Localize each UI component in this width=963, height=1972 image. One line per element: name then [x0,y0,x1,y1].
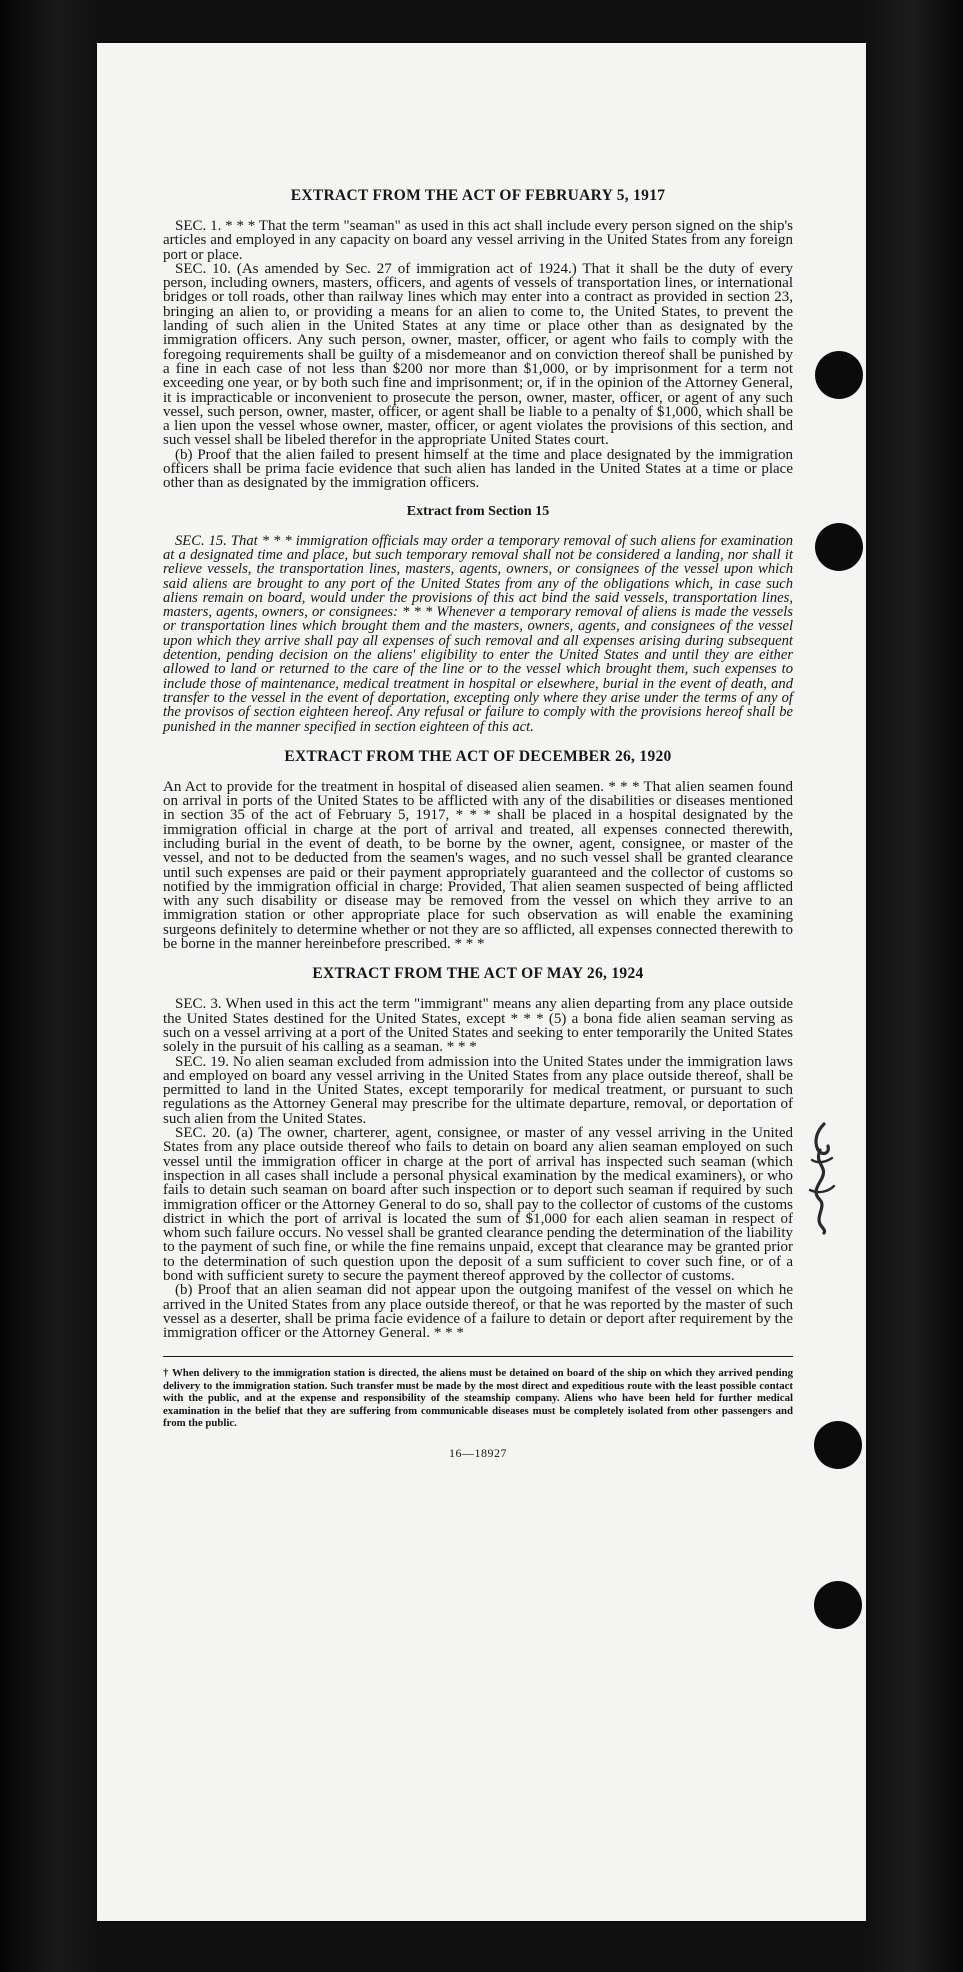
paragraph-sec-19: SEC. 19. No alien seaman excluded from admission into the United States under the immigration laws and employed on board any vessel arriving in the United States from any place outside thereof, shall be permitted to land in the United States, except temporarily for medical treatment, or pursuant to such regulations as the Attorney General may prescribe for the ultimate departure, removal, or deportation of such alien from the United States. [163,1053,793,1127]
punch-hole [815,523,863,571]
document-text [163,187,793,1461]
document-page [97,43,866,1921]
footnote: † When delivery to the immigration station is directed, the aliens must be detained on board of the ship on which they arrived pending delivery to the immigration station. Such transfer must be made by the most direct and expeditious route with the least possible contact with the public, and at the expense and responsibility of the steamship company. Aliens who have been held for further medical examination in the belief that they are suffering from communicable diseases must be completely isolated from other passengers and from the public. [163,1367,793,1430]
paragraph-sec-20-b: (b) Proof that an alien seaman did not appear upon the outgoing manifest of the vessel on which he arrived in the United States from any place outside thereof, or that he was reported by the master of such vessel as a deserter, shall be prima facie evidence of a failure to detain or deport after requirement by the immigration officer or the Attorney General. * * * [163,1282,793,1342]
punch-hole [814,1421,862,1469]
punch-hole [814,1581,862,1629]
paragraph-sec-10: SEC. 10. (As amended by Sec. 27 of immigration act of 1924.) That it shall be the duty of every person, including owners, masters, officers, and agents of vessels of transportation lines, or international bridges or toll roads, other than railway lines which may enter into a contract as provided in section 23, bringing an alien to, or providing a means for an alien to come to, the United States, to prevent the landing of such alien in the United States at any time or place other than as designated by the immigration officers. Any such person, owner, master, officer, or agent who fails to comply with the foregoing requirements shall be guilty of a misdemeanor and on conviction thereof shall be punished by a fine in each case of not less than $200 nor more than $1,000, or by imprisonment for a term not exceeding one year, or by both such fine and imprisonment; or, if in the opinion of the Attorney General, it is impracticable or inconvenient to prosecute the person, owner, master, officer, or agent of any such vessel, such person, owner, master, officer, or agent shall be liable to a penalty of $1,000, which shall be a lien upon the vessel whose owner, master, officer, or agent violates the provisions of this section, and such vessel shall be libeled therefor in the appropriate United States court. [163,260,793,449]
paragraph-sec-20-a: SEC. 20. (a) The owner, charterer, agent, consignee, or master of any vessel arriving in the United States from any place outside thereof who fails to detain on board any alien seaman employed on such vessel until the immigration officer in charge at the port of arrival has inspected such seaman (which inspection in all cases shall include a personal physical examination by the medical examiners), or who fails to detain such seaman on board after such inspection or to deport such seaman if required by such immigration officer or the Attorney General to do so, shall pay to the collector of customs of the customs district in which the port of arrival is located the sum of $1,000 for each alien seaman in respect of whom such failure occurs. No vessel shall be granted clearance pending the determination of the liability to the payment of such fine, or while the fine remains unpaid, except that clearance may be granted prior to the determination of such question upon the deposit of a sum sufficient to cover such fine, or of a bond with sufficient surety to secure the payment thereof approved by the collector of customs. [163,1125,793,1284]
footnote-divider [163,1356,793,1357]
handwritten-signature [802,1120,842,1235]
punch-hole [815,351,863,399]
print-code: 16—18927 [449,1445,507,1460]
heading-section-15: Extract from Section 15 [406,503,550,519]
paragraph-sec-1: SEC. 1. * * * That the term "seaman" as used in this act shall include every person signed on the ship's articles and employed in any capacity on board any vessel arriving in the United States from any foreign port or place. [163,218,793,263]
heading-act-feb-1917: EXTRACT FROM THE ACT OF FEBRUARY 5, 1917 [290,187,666,204]
heading-act-may-1924: EXTRACT FROM THE ACT OF MAY 26, 1924 [312,965,644,983]
paragraph-act-1920: An Act to provide for the treatment in hospital of diseased alien seamen. * * * That alien seamen found on arrival in ports of the United States to be afflicted with any of the disabilities or diseases mentioned in section 35 of the act of February 5, 1917, * * * shall be placed in a hospital designated by the immigration official in charge at the port of arrival and treated, all expenses connected therewith, including burial in the event of death, to be borne by the owner, agent, consignee, or master of the vessel, and not to be deducted from the seamen's wages, and no such vessel shall be granted clearance until such expenses are paid or their payment appropriately guaranteed and the collector of customs so notified by the immigration official in charge: Provided, That alien seamen suspected of being afflicted with any such disability or disease may be removed from the vessel on which they arrive to an immigration station or other appropriate place for such observation as will enable the examining surgeons definitely to determine whether or not they are so afflicted, all expenses connected therewith to be borne in the manner hereinbefore prescribed. * * * [163,778,793,953]
heading-act-dec-1920: EXTRACT FROM THE ACT OF DECEMBER 26, 1920 [284,747,672,765]
paragraph-sec-15: SEC. 15. That * * * immigration officials may order a temporary removal of such aliens for examination at a designated time and place, but such temporary removal shall not be considered a landing, nor shall it relieve vessels, the transportation lines, masters, agents, owners, or consignees of the vessel upon which said aliens are brought to any port of the United States from any of the obligations which, in case such aliens remain on board, would under the provisions of this act bind the said vessels, transportation lines, masters, agents, owners, or consignees: * * * Whenever a temporary removal of aliens is made the vessels or transportation lines which brought them and the masters, owners, agents, and consignees of the vessel upon which they arrive shall pay all expenses of such removal and all expenses arising during subsequent detention, pending decision on the aliens' eligibility to enter the United States and until they are either allowed to land or returned to the care of the line or to the vessel which brought them, such expenses to include those of maintenance, medical treatment in hospital or elsewhere, burial in the event of death, and transfer to the vessel in the event of deportation, excepting only where they arise under the terms of any of the provisos of section eighteen hereof. Any refusal or failure to comply with the provisions hereof shall be punished in the manner specified in section eighteen of this act. [163,532,793,735]
paragraph-sec-10-b: (b) Proof that the alien failed to present himself at the time and place designated by the immigration officers shall be prima facie evidence that such alien has landed in the United States at a time or place other than as designated by the immigration officers. [163,446,793,492]
paragraph-sec-3: SEC. 3. When used in this act the term "immigrant" means any alien departing from any place outside the United States destined for the United States, except * * * (5) a bona fide alien seaman serving as such on a vessel arriving at a port of the United States and seeking to enter temporarily the United States solely in the pursuit of his calling as a seaman. * * * [163,996,793,1056]
